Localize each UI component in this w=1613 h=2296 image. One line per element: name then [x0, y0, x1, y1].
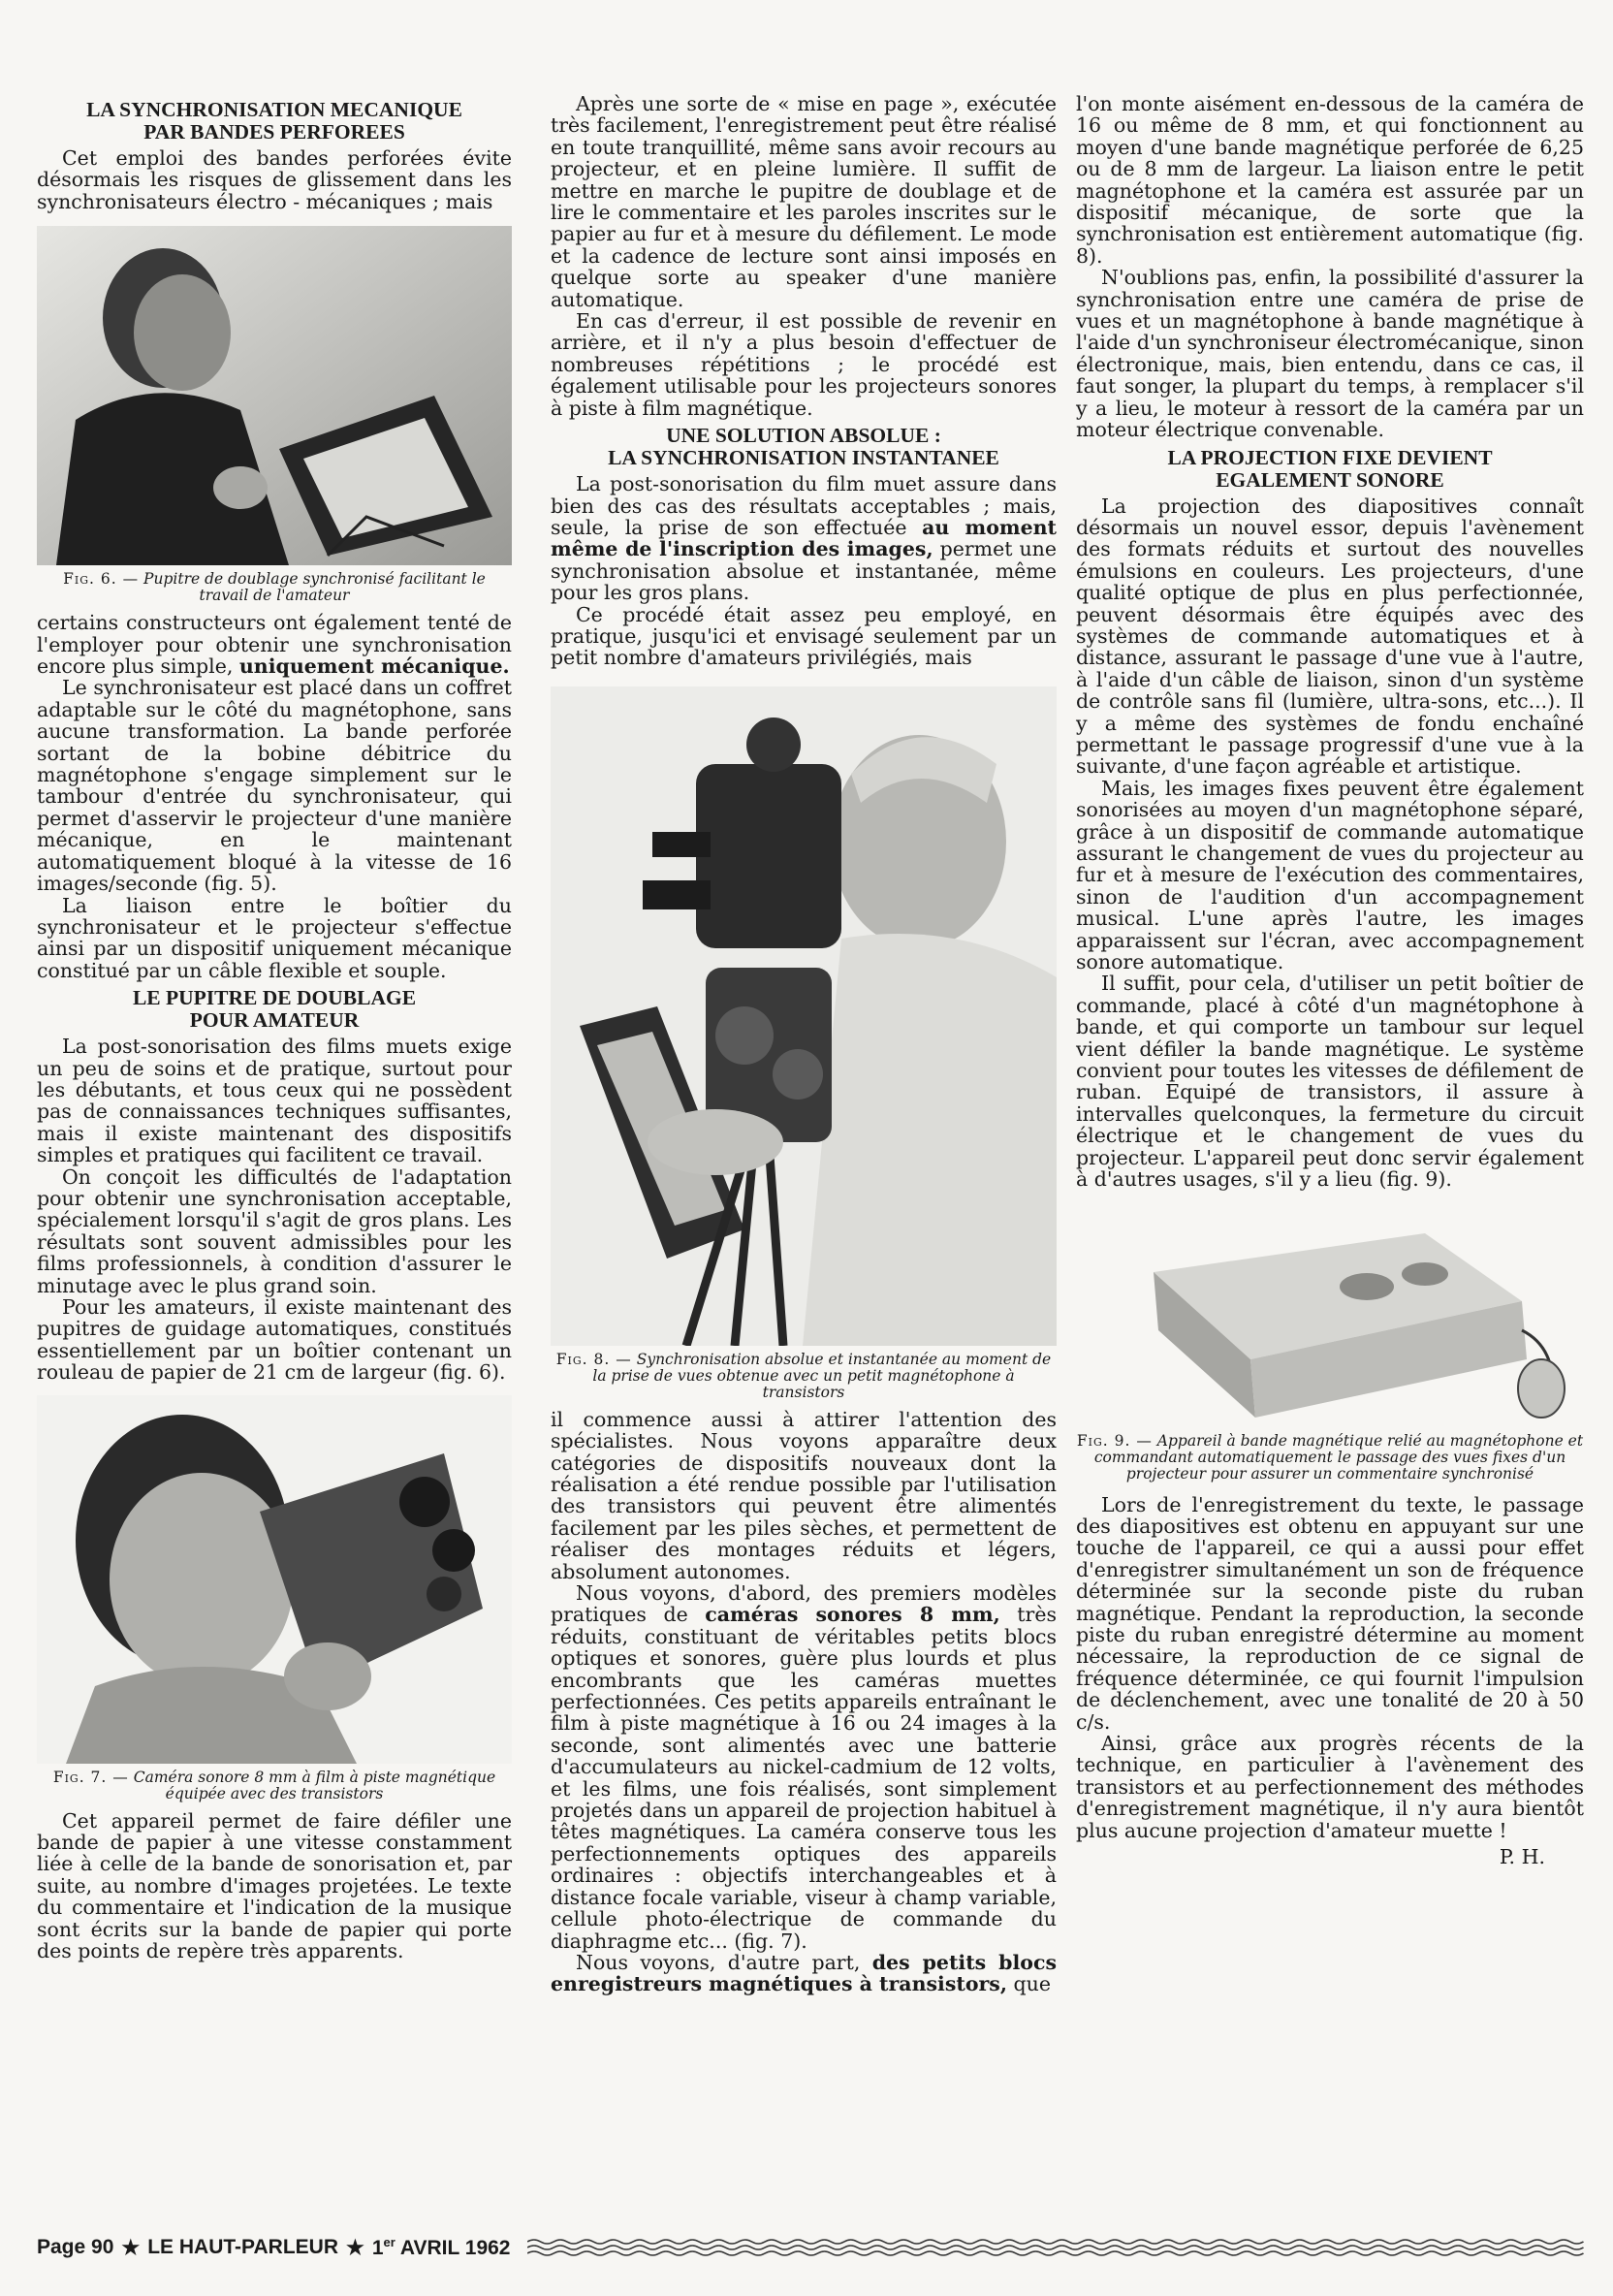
figure-6-caption: [37, 571, 512, 604]
paragraph: On conçoit les difficultés de l'adaptation pour obtenir une synchronisation acceptable, spécialement lorsqu'il s'agit de gros plans. Les résultats sont souvent admissibles pour les films professionnels, à condition d'assurer le minutage avec le plus grand soin.: [37, 1164, 512, 1297]
paragraph: La liaison entre le boîtier du synchronisateur et le projecteur s'effectue ainsi par un dispositif uniquement mécanique constitué par un câble flexible et souple.: [37, 893, 512, 982]
tape-device-photo-illustration: [1134, 1214, 1574, 1427]
journal-name: LE HAUT-PARLEUR: [147, 2236, 338, 2258]
heading-line-2: EGALEMENT SONORE: [1216, 467, 1444, 492]
star-icon: ★: [346, 2236, 364, 2259]
star-icon: ★: [121, 2236, 141, 2259]
paragraph: [551, 1952, 1057, 1995]
caption-text: Caméra sonore 8 mm à film à piste magnétique équipée avec des transistors: [133, 1768, 496, 1802]
caption-label: Fig. 6. —: [63, 570, 140, 589]
paragraph: Cet emploi des bandes perforées évite désormais les risques de glissement dans les synchronisateurs électro - mécaniques ; mais: [37, 146, 512, 213]
date-superscript: er: [383, 2235, 395, 2249]
column-3: [1076, 93, 1584, 1868]
paragraph: La post-sonorisation des films muets exige un peu de soins et de pratique, surtout pour les débutants, et tous ceux qui ne possèdent pas de connaissances techniques suffisantes, mais il existe maintenant des dispositifs simples et pratiques qui facilitent ce travail.: [37, 1035, 512, 1167]
figure-6-photo: [37, 226, 512, 565]
figure-7-photo: [37, 1395, 512, 1764]
heading-line-1: LA PROJECTION FIXE DEVIENT: [1167, 445, 1493, 469]
section-heading-projection-fixe: [1076, 447, 1584, 492]
bold-text: caméras sonores 8 mm,: [705, 1603, 1000, 1627]
caption-label: Fig. 8. —: [555, 1350, 632, 1368]
paragraph: Pour les amateurs, il existe maintenant des pupitres de guidage automatiques, constitués essentiellement par un boîtier contenant un rouleau de papier de 21 cm de largeur (fig. 6).: [37, 1295, 512, 1385]
paragraph: La projection des diapositives connaît désormais un nouvel essor, depuis l'avènement des formats réduits et surtout des nouvelles émulsions en couleurs. Les projecteurs, d'une qualité optique de plus en plus perfectionnée, peuvent désormais être équipés avec des systèmes de commande automatiques et à distance, assurant le passage d'une vue à l'autre, à l'aide d'un câble de liaison, sinon d'un système de contrôle sans fil (lumière, ultra-sons, etc...). Il y a même des systèmes de fondu enchaîné permettant le passage progressif d'une vue à la suivante, d'une façon agréable et artistique.: [1076, 494, 1584, 779]
figure-8-caption: [551, 1352, 1057, 1401]
paragraph: l'on monte aisément en-dessous de la caméra de 16 ou même de 8 mm, et qui fonctionnent au moyen d'une bande magnétique perforée de 6,25 ou de 8 mm de largeur. La liaison entre le petit magnétophone et la caméra est assurée par un dispositif mécanique, de sorte que la synchronisation est entièrement automatique (fig. 8).: [1076, 92, 1584, 268]
paragraph: Ce procédé était assez peu employé, en pratique, jusqu'ici et envisagé seulement par un petit nombre d'amateurs privilégiés, mais: [551, 602, 1057, 670]
heading-line-2: LA SYNCHRONISATION INSTANTANEE: [608, 446, 999, 470]
column-1: [37, 93, 512, 1961]
paragraph: N'oublions pas, enfin, la possibilité d'assurer la synchronisation entre une caméra de prise de vues et un magnétophone à bande magnétique à l'aide d'un synchroniseur électromécanique, sinon électronique, mais, bien entendu, dans ce cas, il faut songer, la plupart du temps, à remplacer s'il y a lieu, le moteur à ressort de la caméra par un moteur électrique convenable.: [1076, 266, 1584, 442]
figure-7-caption: [37, 1770, 512, 1802]
heading-line-2: PAR BANDES PERFOREES: [143, 120, 405, 144]
caption-label: Fig. 9. —: [1076, 1431, 1153, 1450]
figure-8-photo: [551, 686, 1057, 1346]
bold-text: des petits blocs enregistreurs magnétiques à transistors,: [551, 1950, 1058, 1996]
paragraph: [37, 612, 512, 677]
figure-9-photo: [1134, 1214, 1574, 1427]
author-signature: P. H.: [1499, 1845, 1545, 1868]
section-heading-solution-absolue: [551, 425, 1057, 469]
paragraph: il commence aussi à attirer l'attention des spécialistes. Nous voyons apparaître deux catégories de dispositifs nouveaux dont la réalisation a été rendue possible par l'utilisation des transistors qui peuvent être alimentés facilement par les piles sèches, et permettent de réaliser des montages réduits et légers, absolument autonomes.: [551, 1407, 1057, 1583]
caption-label: Fig. 7. —: [52, 1768, 129, 1786]
cinema-camera-photo-illustration: [551, 686, 1057, 1346]
camera-photo-illustration: [37, 1395, 512, 1764]
paragraph: Après une sorte de « mise en page », exécutée très facilement, l'enregistrement peut être réalisé en toute tranquillité, même sans avoir recours au projecteur, et en pleine lumière. Il suffit de mettre en marche le pupitre de doublage et de lire le commentaire et les paroles inscrites sur le papier au fur et à mesure du défilement. Le mode et la cadence de lecture sont ainsi imposés en quelque sorte au speaker d'une manière automatique.: [551, 92, 1057, 311]
heading-line-1: LA SYNCHRONISATION MECANIQUE: [86, 98, 462, 121]
paragraph: Ainsi, grâce aux progrès récents de la technique, en particulier à l'avènement des transistors et au perfectionnement des méthodes d'enregistrement magnétique, il n'y aura bientôt plus aucune projection d'amateur muette !: [1076, 1731, 1584, 1842]
paragraph: En cas d'erreur, il est possible de revenir en arrière, et il n'y a plus besoin d'effectuer de nombreuses répétitions ; le procédé est également utilisable pour les projecteurs sonores à piste à film magnétique.: [551, 309, 1057, 420]
date-day: 1: [371, 2237, 384, 2259]
wavy-rule-decoration: [527, 2238, 1584, 2257]
paragraph: [551, 473, 1057, 603]
paragraph: Le synchronisateur est placé dans un coffret adaptable sur le côté du magnétophone, sans aucune transformation. La bande perforée sortant de la bobine débitrice du magnétophone s'engage simplement sur le tambour d'entrée du synchronisateur, qui permet d'asservir le projecteur d'une manière mécanique, en le maintenant automatiquement bloqué à la vitesse de 16 images/seconde (fig. 5).: [37, 676, 512, 896]
paragraph: Il suffit, pour cela, d'utiliser un petit boîtier de commande, placé à côté d'un magnétophone à bande, et qui comporte un tambour sur lequel vient défiler la bande magnétique. Le système convient pour toutes les vitesses de défilement de ruban. Equipé de transistors, il assure à intervalles quelconques, la fermeture du circuit électrique et le changement de vues du projecteur. L'appareil peut donc servir également à d'autres usages, s'il y a lieu (fig. 9).: [1076, 972, 1584, 1192]
paragraph: [551, 1582, 1057, 1952]
figure-9-caption: [1076, 1433, 1584, 1483]
page-number: Page 90: [37, 2236, 114, 2258]
text: que: [1007, 1972, 1051, 1996]
paragraph: Cet appareil permet de faire défiler une bande de papier à une vitesse constamment liée à celle de la bande de sonorisation et, par suite, au nombre d'images projetées. Le texte du commentaire et l'indication de la musique sont écrits sur la bande de papier qui porte des points de repère très apparents.: [37, 1808, 512, 1963]
page-footer: [37, 2230, 1584, 2265]
paragraph: Mais, les images fixes peuvent être également sonorisées au moyen d'un magnétophone séparé, grâce à un dispositif de commande automatique assurant le changement de vues du projecteur au fur et à mesure de l'exécution des commentaires, sinon de l'audition d'un accompagnement musical. L'une après l'autre, les images apparaissent sur l'écran, avec accompagnement sonore automatique.: [1076, 776, 1584, 974]
text: Nous voyons, d'abord, des premiers modèles pratiques de: [551, 1581, 1057, 1627]
column-2: [551, 93, 1057, 1995]
date-text: AVRIL 1962: [395, 2237, 511, 2259]
text: très réduits, constituant de véritables petits blocs optiques et sonores, guère plus lourds et plus encombrants que les caméras muettes perfectionnées. Ces petits appareils entraînant le film à piste magnétique à 16 ou 24 images à la seconde, sont alimentés avec une batterie d'accumulateurs au nickel-cadmium de 12 volts, et les films, une fois réalisés, sont simplement projetés dans un appareil de projection habituel à têtes magnétiques. La caméra conserve tous les perfectionnements optiques des appareils ordinaires : objectifs interchangeables et à distance focale variable, viseur à champ variable, cellule photo-électrique de commande du diaphragme etc... (fig. 7).: [551, 1603, 1057, 1953]
heading-line-2: POUR AMATEUR: [189, 1008, 360, 1033]
bold-text: uniquement mécanique.: [238, 654, 510, 679]
issue-date: [372, 2235, 511, 2260]
section-heading-synchronisation-mecanique: [37, 99, 512, 144]
text: La post-sonorisation du film muet assure dans bien des cas des résultats acceptables ; mais, seule, la prise de son effectuée: [551, 472, 1057, 539]
text: certains constructeurs ont également tenté de l'employer pour obtenir une synchronisation encore plus simple,: [37, 611, 512, 679]
paragraph: Lors de l'enregistrement du texte, le passage des diapositives est obtenu en appuyant sur une touche de l'appareil, ce qui a aussi pour effet d'enregistrer simultanément un son de fréquence déterminée sur la seconde piste du ruban magnétique. Pendant la reproduction, la seconde piste du ruban enregistré détermine au moment nécessaire, la reproduction de ce signal de fréquence déterminée, ce qui fournit l'impulsion de déclenchement, avec une tonalité de 20 à 50 c/s.: [1076, 1492, 1584, 1734]
text: permet une synchronisation absolue et instantanée, même pour les gros plans.: [551, 537, 1057, 605]
section-heading-pupitre: [37, 987, 512, 1032]
caption-text: Pupitre de doublage synchronisé facilitant le travail de l'amateur: [143, 570, 486, 605]
text: Nous voyons, d'autre part,: [576, 1950, 872, 1974]
heading-line-1: UNE SOLUTION ABSOLUE :: [666, 424, 941, 448]
heading-line-1: LE PUPITRE DE DOUBLAGE: [132, 986, 417, 1010]
bold-text: au moment même de l'inscription des images,: [551, 515, 1058, 561]
caption-text: Synchronisation absolue et instantanée au moment de la prise de vues obtenue avec un petit magnétophone à transistors: [592, 1350, 1052, 1401]
caption-text: Appareil à bande magnétique relié au magnétophone et commandant automatiquement le passage des vues fixes d'un projecteur pour assurer un commentaire synchronisé: [1093, 1431, 1584, 1483]
pupitre-photo-illustration: [37, 226, 512, 565]
